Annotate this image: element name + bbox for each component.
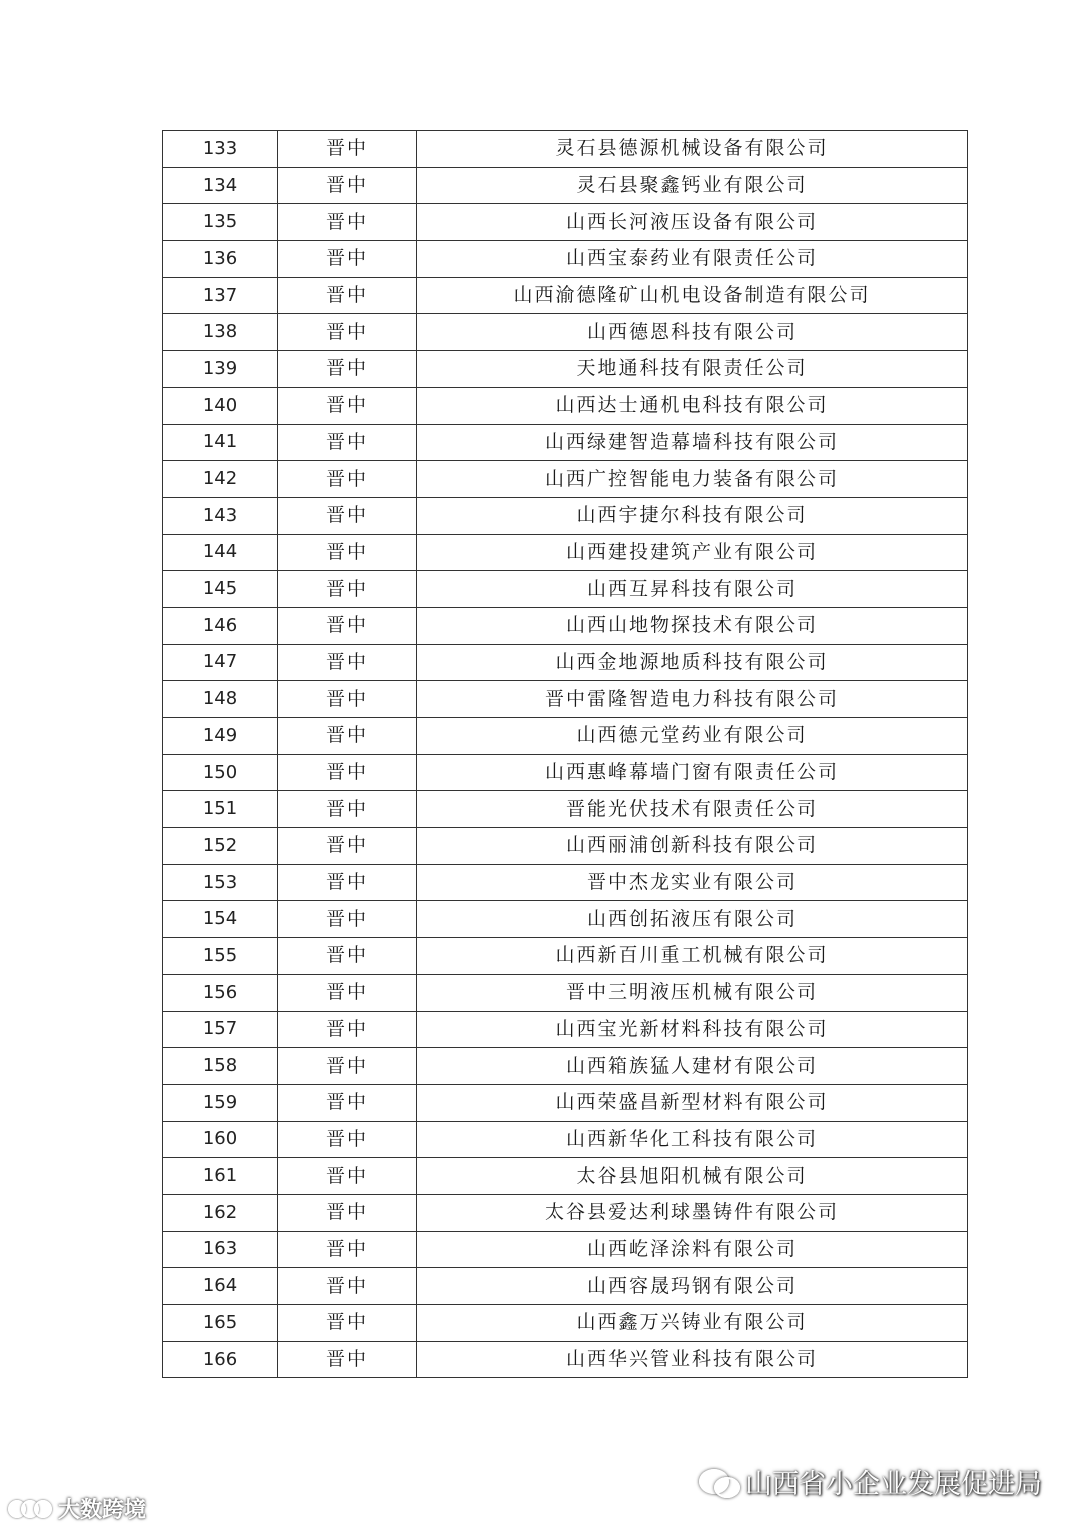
table-row [163, 974, 968, 1011]
row-number-cell: 159 [163, 1084, 278, 1121]
row-number-cell: 161 [163, 1158, 278, 1195]
city-cell: 晋中 [278, 901, 417, 938]
row-number-cell: 162 [163, 1194, 278, 1231]
table-row [163, 1084, 968, 1121]
table-row [163, 571, 968, 608]
table-row [163, 828, 968, 865]
city-cell: 晋中 [278, 387, 417, 424]
row-number-cell: 146 [163, 607, 278, 644]
company-name-cell: 山西创拓液压有限公司 [417, 901, 968, 938]
row-number-cell: 133 [163, 131, 278, 168]
city-cell: 晋中 [278, 277, 417, 314]
city-cell: 晋中 [278, 1194, 417, 1231]
company-name-cell: 山西屹泽涂料有限公司 [417, 1231, 968, 1268]
city-cell: 晋中 [278, 607, 417, 644]
company-name-cell: 山西容晟玛钢有限公司 [417, 1268, 968, 1305]
table-row [163, 644, 968, 681]
city-cell: 晋中 [278, 791, 417, 828]
company-name-cell: 晋中雷隆智造电力科技有限公司 [417, 681, 968, 718]
company-name-cell: 山西箱族猛人建材有限公司 [417, 1048, 968, 1085]
table-row [163, 461, 968, 498]
company-name-cell: 山西丽浦创新科技有限公司 [417, 828, 968, 865]
company-name-cell: 山西宇捷尔科技有限公司 [417, 497, 968, 534]
table-row [163, 241, 968, 278]
row-number-cell: 153 [163, 864, 278, 901]
table-row [163, 1231, 968, 1268]
city-cell: 晋中 [278, 644, 417, 681]
city-cell: 晋中 [278, 1341, 417, 1378]
company-name-cell: 太谷县旭阳机械有限公司 [417, 1158, 968, 1195]
company-name-cell: 山西德元堂药业有限公司 [417, 718, 968, 755]
city-cell: 晋中 [278, 424, 417, 461]
city-cell: 晋中 [278, 718, 417, 755]
company-name-cell: 山西宝光新材料科技有限公司 [417, 1011, 968, 1048]
city-cell: 晋中 [278, 1305, 417, 1342]
site-logo-icon [8, 1497, 52, 1521]
company-name-cell: 山西新华化工科技有限公司 [417, 1121, 968, 1158]
city-cell: 晋中 [278, 1231, 417, 1268]
company-name-cell: 山西长河液压设备有限公司 [417, 204, 968, 241]
table-row [163, 1341, 968, 1378]
city-cell: 晋中 [278, 828, 417, 865]
city-cell: 晋中 [278, 241, 417, 278]
city-cell: 晋中 [278, 314, 417, 351]
row-number-cell: 141 [163, 424, 278, 461]
table-row [163, 864, 968, 901]
city-cell: 晋中 [278, 571, 417, 608]
row-number-cell: 136 [163, 241, 278, 278]
table-row [163, 901, 968, 938]
table-row [163, 1194, 968, 1231]
city-cell: 晋中 [278, 974, 417, 1011]
wechat-account-watermark [699, 1462, 1042, 1501]
table-row [163, 277, 968, 314]
company-name-cell: 山西建投建筑产业有限公司 [417, 534, 968, 571]
city-cell: 晋中 [278, 938, 417, 975]
table-row [163, 791, 968, 828]
city-cell: 晋中 [278, 754, 417, 791]
company-name-cell: 山西绿建智造幕墙科技有限公司 [417, 424, 968, 461]
row-number-cell: 144 [163, 534, 278, 571]
row-number-cell: 147 [163, 644, 278, 681]
row-number-cell: 134 [163, 167, 278, 204]
wechat-icon [699, 1467, 739, 1497]
city-cell: 晋中 [278, 351, 417, 388]
table-row [163, 938, 968, 975]
row-number-cell: 149 [163, 718, 278, 755]
company-name-cell: 太谷县爱达利球墨铸件有限公司 [417, 1194, 968, 1231]
city-cell: 晋中 [278, 1011, 417, 1048]
table-row [163, 718, 968, 755]
table-row [163, 1011, 968, 1048]
site-name: 大数跨境 [58, 1498, 147, 1523]
company-name-cell: 山西金地源地质科技有限公司 [417, 644, 968, 681]
city-cell: 晋中 [278, 1084, 417, 1121]
city-cell: 晋中 [278, 1121, 417, 1158]
row-number-cell: 143 [163, 497, 278, 534]
row-number-cell: 145 [163, 571, 278, 608]
table-row [163, 1305, 968, 1342]
company-name-cell: 山西荣盛昌新型材料有限公司 [417, 1084, 968, 1121]
table-row [163, 204, 968, 241]
table-row [163, 607, 968, 644]
table-row [163, 131, 968, 168]
row-number-cell: 165 [163, 1305, 278, 1342]
company-name-cell: 山西新百川重工机械有限公司 [417, 938, 968, 975]
row-number-cell: 166 [163, 1341, 278, 1378]
row-number-cell: 154 [163, 901, 278, 938]
company-name-cell: 晋能光伏技术有限责任公司 [417, 791, 968, 828]
city-cell: 晋中 [278, 681, 417, 718]
table-row [163, 1268, 968, 1305]
row-number-cell: 142 [163, 461, 278, 498]
city-cell: 晋中 [278, 131, 417, 168]
company-name-cell: 晋中三明液压机械有限公司 [417, 974, 968, 1011]
table-row [163, 681, 968, 718]
company-name-cell: 山西鑫万兴铸业有限公司 [417, 1305, 968, 1342]
table-row [163, 1158, 968, 1195]
table-row [163, 314, 968, 351]
site-watermark [8, 1493, 146, 1524]
city-cell: 晋中 [278, 1158, 417, 1195]
city-cell: 晋中 [278, 864, 417, 901]
row-number-cell: 164 [163, 1268, 278, 1305]
company-name-cell: 山西德恩科技有限公司 [417, 314, 968, 351]
company-list-table [162, 130, 968, 1378]
company-name-cell: 灵石县聚鑫钙业有限公司 [417, 167, 968, 204]
row-number-cell: 163 [163, 1231, 278, 1268]
row-number-cell: 157 [163, 1011, 278, 1048]
table-row [163, 167, 968, 204]
row-number-cell: 137 [163, 277, 278, 314]
company-name-cell: 灵石县德源机械设备有限公司 [417, 131, 968, 168]
table-row [163, 1048, 968, 1085]
table-row [163, 534, 968, 571]
row-number-cell: 148 [163, 681, 278, 718]
table-row [163, 754, 968, 791]
row-number-cell: 155 [163, 938, 278, 975]
row-number-cell: 135 [163, 204, 278, 241]
table-row [163, 424, 968, 461]
row-number-cell: 152 [163, 828, 278, 865]
row-number-cell: 160 [163, 1121, 278, 1158]
company-name-cell: 山西互昇科技有限公司 [417, 571, 968, 608]
table-row [163, 387, 968, 424]
company-name-cell: 山西广控智能电力装备有限公司 [417, 461, 968, 498]
company-list-body [163, 131, 968, 1378]
row-number-cell: 156 [163, 974, 278, 1011]
company-name-cell: 山西渝德隆矿山机电设备制造有限公司 [417, 277, 968, 314]
company-name-cell: 天地通科技有限责任公司 [417, 351, 968, 388]
city-cell: 晋中 [278, 204, 417, 241]
company-name-cell: 山西宝泰药业有限责任公司 [417, 241, 968, 278]
city-cell: 晋中 [278, 497, 417, 534]
row-number-cell: 151 [163, 791, 278, 828]
company-name-cell: 山西山地物探技术有限公司 [417, 607, 968, 644]
company-name-cell: 山西华兴管业科技有限公司 [417, 1341, 968, 1378]
city-cell: 晋中 [278, 167, 417, 204]
table-row [163, 1121, 968, 1158]
row-number-cell: 150 [163, 754, 278, 791]
wechat-account-name: 山西省小企业发展促进局 [745, 1469, 1042, 1500]
table-row [163, 351, 968, 388]
company-name-cell: 山西惠峰幕墙门窗有限责任公司 [417, 754, 968, 791]
row-number-cell: 139 [163, 351, 278, 388]
company-name-cell: 晋中杰龙实业有限公司 [417, 864, 968, 901]
row-number-cell: 140 [163, 387, 278, 424]
company-name-cell: 山西达士通机电科技有限公司 [417, 387, 968, 424]
city-cell: 晋中 [278, 534, 417, 571]
city-cell: 晋中 [278, 1048, 417, 1085]
row-number-cell: 138 [163, 314, 278, 351]
table-row [163, 497, 968, 534]
row-number-cell: 158 [163, 1048, 278, 1085]
city-cell: 晋中 [278, 461, 417, 498]
city-cell: 晋中 [278, 1268, 417, 1305]
